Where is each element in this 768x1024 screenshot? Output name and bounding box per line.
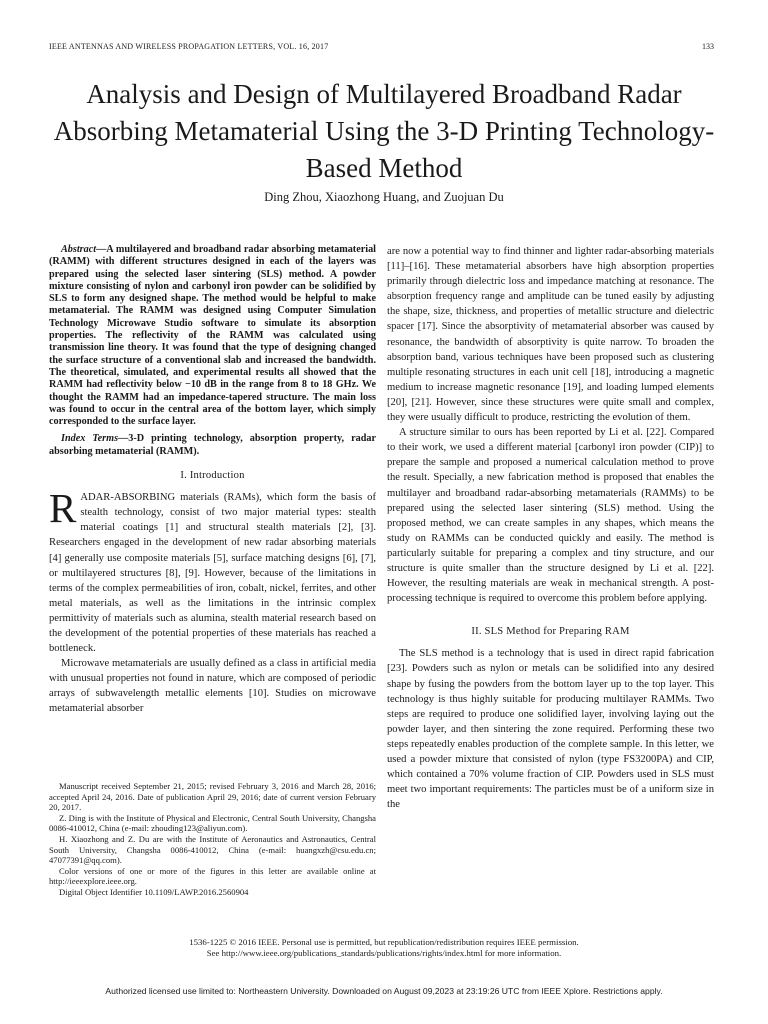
intro-paragraph-2: Microwave metamaterials are usually defined as a class in artificial media with unusual properties not found in nature, which are composed of periodic arrays of subwavelength metallic elements [10]. Studies on microwave metamaterial absorber [49, 658, 376, 715]
section-heading-sls: II. SLS Method for Preparing RAM [471, 626, 630, 638]
sls-paragraph: The SLS method is a technology that is used in direct rapid fabrication [23]. Powders such as nylon or metals can be solidified into any desired shape by fusing the powders from the bottom layer up to the top layer. This technology is thus highly suitable for producing multilayer RAMMs. Two steps are required to produce one solidified layer, involving laying out the powder layer, and then sintering the zone required. Performing these two steps repeatedly enables production of the complete sample. In this letter, we used a powder mixture that consisted of nylon (type FS3200PA) and CIP, which contained a 70% volume fraction of CIP. Powders used in SLS must meet two important requirements: The particles must be of a uniform size in the [387, 648, 714, 811]
abstract-label: Abstract [61, 244, 97, 255]
footnote-author-huang-du: H. Xiaozhong and Z. Du are with the Institute of Aeronautics and Astronautics, Central South University, Changsha 0086-410012, China (e-mail: huangxzh@csu.edu.cn; 47077391@qq.com). [49, 833, 376, 866]
right-column [387, 244, 714, 812]
index-terms-label: Index Terms [61, 433, 119, 445]
index-terms [49, 433, 376, 458]
paper-title: Analysis and Design of Multilayered Broadband Radar Absorbing Metamaterial Using the 3-D Printing Technology-Based Method [53, 79, 715, 183]
copyright-notice [40, 937, 728, 959]
copyright-line-1: 1536-1225 © 2016 IEEE. Personal use is permitted, but republication/redistribution requires IEEE permission. [189, 937, 579, 947]
index-terms-text: —3-D printing technology, absorption property, radar absorbing metamaterial (RAMM). [49, 433, 376, 457]
copyright-line-2: See http://www.ieee.org/publications_standards/publications/rights/index.html for more information. [206, 948, 562, 958]
intro-paragraph-1-text: ADAR-ABSORBING materials (RAMs), which form the basis of stealth technology, consist of two major material types: stealth material coatings [1] and structural stealth materials [2], [3]. Researchers engaged in the development of new radar absorbing materials [4] generally use composite materials [5], surface matching designs [6], [7], or multilayered structures [8], [9]. However, because of the limitations in terms of the complex permeabilities of iron, cobalt, nickel, ferrites, and other metal materials, as well as the limitations in the intrinsic complex permittivity of materials such as alumina, stealth material research based on the development of the potential properties of these materials has reached a bottleneck. [49, 492, 376, 655]
abstract [49, 244, 376, 428]
section-heading-introduction: I. Introduction [180, 470, 245, 482]
abstract-text: —A multilayered and broadband radar absorbing metamaterial (RAMM) with different structures designed in each of the layers was prepared using the selected laser sintering (SLS) method. A powder mixture consisting of nylon and carbonyl iron powder can be solidified by SLS to form any designed shape. The method would be helpful to make metamaterial. The RAMM was designed using Computer Simulation Technology Microwave Studio software to simulate its absorption properties. The reflectivity of the RAMM was calculated using transmission line theory. It was found that the type of designing changed the surface structure of a conventional slab and increased the bandwidth. The theoretical, simulated, and experimental results all showed that the RAMM had reflectivity below −10 dB in the range from 8 to 18 GHz. We thought the RAMM had an impedance-tapered structure. The main loss was found to occur in the central area of the bottom layer, which simply corresponded to the surface layer. [49, 244, 376, 428]
author-list: Ding Zhou, Xiaozhong Huang, and Zuojuan Du [264, 190, 504, 204]
left-column [49, 244, 376, 717]
footnote-color: Color versions of one or more of the figures in this letter are available online at http://ieeexplore.ieee.org. [49, 865, 376, 887]
intro-paragraph-1 [49, 485, 376, 656]
right-paragraph-1: are now a potential way to find thinner and lighter radar-absorbing materials [11]–[16]. These metamaterial absorbers have high absorption properties primarily through dielectric loss and impedance matching at resonance. The absorption frequency range and amplitude can be tuned easily by adjusting the shape, size, thickness, and properties of metallic structure and dielectric spacer [17]. Since the absorptivity of metamaterial absorber was caused by resonance, the bandwidth of absorptivity is quite narrow. To broaden the absorption band, various techniques have been proposed such as clustering multiple resonating structures in each unit cell [18], introducing a magnetic medium to increase magnetic resonance [19], and loading lumped elements [20], [21]. However, since these structures were quite small and complex, they were usually difficult to produce, restricting the evolution of them. [387, 246, 714, 424]
footnotes [49, 781, 376, 898]
page-number: 133 [702, 42, 714, 51]
right-paragraph-2: A structure similar to ours has been reported by Li et al. [22]. Compared to their work, we used a different material [carbonyl iron powder (CIP)] to prepare the sample and proposed a numerical calculation method to prove the result. Specially, a new fabrication method is proposed that enables the multilayer and broadband radar-absorbing metamaterials (RAMMs) to be prepared using the selected laser sintering (SLS) method. Using the proposed method, we can create samples in any shapes, which means the study on RAMMs can be conducted quickly and easily. The method is particularly suitable for preparing a complex and tiny structure, and our structure is quite smaller than the structure designed by Li et al. [22]. However, the resulting materials are weak in mechanical strength. A post-processing technique is required to overcome this problem before applying. [387, 427, 714, 605]
running-header: IEEE ANTENNAS AND WIRELESS PROPAGATION LETTERS, VOL. 16, 2017 [49, 42, 329, 51]
footnote-author-ding: Z. Ding is with the Institute of Physical and Electronic, Central South University, Changsha 0086-410012, China (e-mail: zhouding123@aliyun.com). [49, 812, 376, 834]
download-notice: Authorized licensed use limited to: Northeastern University. Downloaded on August 09,2023 at 23:19:26 UTC from IEEE Xplore. Restrictions apply. [105, 986, 663, 996]
footnote-doi: Digital Object Identifier 10.1109/LAWP.2016.2560904 [59, 886, 249, 897]
drop-cap: R [49, 485, 77, 532]
footnote-manuscript: Manuscript received September 21, 2015; revised February 3, 2016 and March 28, 2016; accepted April 24, 2016. Date of publication April 29, 2016; date of current version February 20, 2017. [49, 781, 376, 813]
